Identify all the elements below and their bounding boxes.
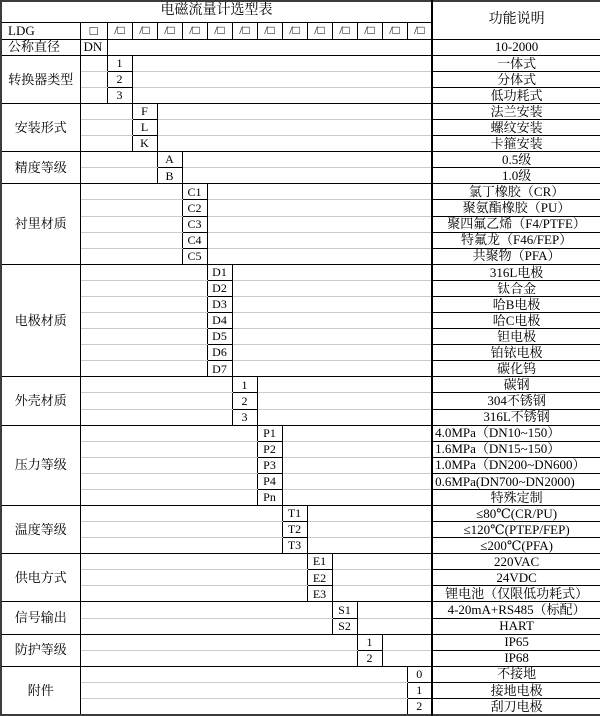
table-row: [1, 313, 600, 329]
table-row: [1, 280, 600, 296]
description-cell: 304不锈钢: [432, 393, 600, 409]
table-row: [1, 39, 600, 55]
description-cell: 220VAC: [432, 554, 600, 570]
description-cell: 钛合金: [432, 280, 600, 296]
spacer-cell: [80, 377, 232, 393]
table-row: [1, 55, 600, 71]
code-cell: 2: [107, 71, 132, 87]
table-row: [1, 200, 600, 216]
function-column-header: 功能说明: [432, 1, 600, 39]
code-cell: L: [132, 120, 157, 136]
description-cell: 1.0级: [432, 168, 600, 184]
spacer-cell: [80, 232, 182, 248]
code-box-icon: /□: [157, 22, 182, 39]
spacer-cell: [80, 457, 257, 473]
category-label: 安装形式: [1, 104, 80, 152]
description-cell: 1.0MPa（DN200~DN600）: [432, 457, 600, 473]
code-cell: A: [157, 152, 182, 168]
spacer-cell: [80, 216, 182, 232]
table-row: [1, 570, 600, 586]
table-row: [1, 87, 600, 103]
spacer-cell: [80, 136, 132, 152]
spacer-cell: [80, 634, 357, 650]
category-label: 转换器类型: [1, 55, 80, 103]
spacer-cell: [232, 313, 432, 329]
code-cell: DN: [80, 39, 107, 55]
category-label: 温度等级: [1, 505, 80, 553]
code-cell: P2: [257, 441, 282, 457]
code-box-icon: /□: [357, 22, 382, 39]
spacer-cell: [307, 505, 432, 521]
code-cell: C2: [182, 200, 207, 216]
spacer-cell: [80, 280, 207, 296]
code-box-icon: /□: [282, 22, 307, 39]
code-cell: 1: [232, 377, 257, 393]
table-row: [1, 393, 600, 409]
table-row: [1, 602, 600, 618]
table-row: [1, 168, 600, 184]
description-cell: 316L不锈钢: [432, 409, 600, 425]
code-box-icon: /□: [332, 22, 357, 39]
table-row: [1, 104, 600, 120]
description-cell: 低功耗式: [432, 87, 600, 103]
spacer-cell: [80, 55, 107, 71]
code-box-icon: /□: [182, 22, 207, 39]
spacer-cell: [80, 505, 282, 521]
code-cell: T3: [282, 538, 307, 554]
code-cell: S2: [332, 618, 357, 634]
spacer-cell: [80, 120, 132, 136]
table-row: [1, 136, 600, 152]
spacer-cell: [382, 650, 432, 666]
code-cell: C4: [182, 232, 207, 248]
spacer-cell: [232, 361, 432, 377]
description-cell: 接地电极: [432, 682, 600, 698]
spacer-cell: [332, 554, 432, 570]
code-cell: D1: [207, 264, 232, 280]
code-box-icon: /□: [257, 22, 282, 39]
spacer-cell: [80, 650, 357, 666]
code-cell: P1: [257, 425, 282, 441]
spacer-cell: [80, 473, 257, 489]
description-cell: 4.0MPa（DN10~150）: [432, 425, 600, 441]
description-cell: 0.5级: [432, 152, 600, 168]
code-cell: D5: [207, 329, 232, 345]
description-cell: 铂铱电极: [432, 345, 600, 361]
code-cell: 2: [232, 393, 257, 409]
spacer-cell: [132, 87, 432, 103]
category-label: 公称直径: [1, 39, 80, 55]
spacer-cell: [257, 377, 432, 393]
spacer-cell: [282, 489, 432, 505]
table-row: [1, 618, 600, 634]
spacer-cell: [282, 457, 432, 473]
spacer-cell: [357, 618, 432, 634]
category-label: 外壳材质: [1, 377, 80, 425]
spacer-cell: [80, 441, 257, 457]
code-cell: D6: [207, 345, 232, 361]
spacer-cell: [80, 168, 157, 184]
description-cell: 共聚物（PFA）: [432, 248, 600, 264]
spacer-cell: [80, 570, 307, 586]
code-box-icon: /□: [232, 22, 257, 39]
table-row: [1, 650, 600, 666]
description-cell: 316L电极: [432, 264, 600, 280]
description-cell: 哈C电极: [432, 313, 600, 329]
description-cell: 24VDC: [432, 570, 600, 586]
code-cell: 1: [407, 682, 432, 698]
code-cell: D7: [207, 361, 232, 377]
spacer-cell: [80, 682, 407, 698]
spacer-cell: [80, 538, 282, 554]
spacer-cell: [282, 441, 432, 457]
spacer-cell: [80, 618, 332, 634]
table-row: [1, 296, 600, 312]
spacer-cell: [232, 345, 432, 361]
table-row: [1, 216, 600, 232]
code-cell: P4: [257, 473, 282, 489]
table-row: [1, 682, 600, 698]
spacer-cell: [232, 329, 432, 345]
description-cell: ≤200℃(PFA): [432, 538, 600, 554]
model-prefix: LDG: [1, 22, 80, 39]
table-row: [1, 666, 600, 682]
spacer-cell: [80, 264, 207, 280]
code-cell: D4: [207, 313, 232, 329]
spacer-cell: [107, 39, 432, 55]
code-cell: E3: [307, 586, 332, 602]
description-cell: 一体式: [432, 55, 600, 71]
category-label: 防护等级: [1, 634, 80, 666]
description-cell: 特氟龙（F46/FEP）: [432, 232, 600, 248]
table-row: [1, 538, 600, 554]
description-cell: 锂电池（仅限低功耗式）: [432, 586, 600, 602]
spacer-cell: [80, 345, 207, 361]
code-cell: D3: [207, 296, 232, 312]
description-cell: 法兰安装: [432, 104, 600, 120]
spacer-cell: [182, 152, 432, 168]
table-row: [1, 329, 600, 345]
table-row: [1, 361, 600, 377]
code-box-icon: /□: [132, 22, 157, 39]
spacer-cell: [80, 489, 257, 505]
code-cell: K: [132, 136, 157, 152]
code-cell: P3: [257, 457, 282, 473]
category-label: 信号输出: [1, 602, 80, 634]
spacer-cell: [282, 425, 432, 441]
spacer-cell: [80, 554, 307, 570]
code-box-icon: /□: [107, 22, 132, 39]
code-cell: 2: [357, 650, 382, 666]
code-cell: 3: [107, 87, 132, 103]
description-cell: IP65: [432, 634, 600, 650]
code-cell: B: [157, 168, 182, 184]
spacer-cell: [257, 409, 432, 425]
category-label: 精度等级: [1, 152, 80, 184]
spacer-cell: [80, 361, 207, 377]
category-label: 衬里材质: [1, 184, 80, 264]
table-row: [1, 377, 600, 393]
description-cell: 刮刀电极: [432, 698, 600, 715]
code-cell: T1: [282, 505, 307, 521]
spacer-cell: [232, 280, 432, 296]
spacer-cell: [80, 393, 232, 409]
spacer-cell: [80, 248, 182, 264]
code-cell: 1: [107, 55, 132, 71]
spacer-cell: [157, 136, 432, 152]
description-cell: 碳化钨: [432, 361, 600, 377]
spacer-cell: [80, 425, 257, 441]
code-box-icon: /□: [307, 22, 332, 39]
spacer-cell: [332, 570, 432, 586]
spacer-cell: [307, 522, 432, 538]
code-cell: T2: [282, 522, 307, 538]
description-cell: 0.6MPa(DN700~DN2000): [432, 473, 600, 489]
spacer-cell: [80, 666, 407, 682]
spacer-cell: [207, 184, 432, 200]
code-cell: 3: [232, 409, 257, 425]
spacer-cell: [307, 538, 432, 554]
spacer-cell: [207, 232, 432, 248]
spacer-cell: [257, 393, 432, 409]
spacer-cell: [332, 586, 432, 602]
code-cell: 1: [357, 634, 382, 650]
description-cell: 碳钢: [432, 377, 600, 393]
description-cell: 1.6MPa（DN15~150）: [432, 441, 600, 457]
code-box-icon: /□: [407, 22, 432, 39]
code-cell: C1: [182, 184, 207, 200]
table-row: [1, 120, 600, 136]
code-cell: 0: [407, 666, 432, 682]
spacer-cell: [80, 329, 207, 345]
code-cell: S1: [332, 602, 357, 618]
spacer-cell: [80, 586, 307, 602]
table-row: [1, 264, 600, 280]
table-row: [1, 345, 600, 361]
description-cell: 4-20mA+RS485（标配）: [432, 602, 600, 618]
table-row: [1, 232, 600, 248]
spacer-cell: [80, 602, 332, 618]
spacer-cell: [282, 473, 432, 489]
category-label: 压力等级: [1, 425, 80, 505]
spacer-cell: [80, 522, 282, 538]
table-row: [1, 473, 600, 489]
description-cell: 不接地: [432, 666, 600, 682]
description-cell: IP68: [432, 650, 600, 666]
code-box-icon: /□: [382, 22, 407, 39]
code-cell: C5: [182, 248, 207, 264]
description-cell: 特殊定制: [432, 489, 600, 505]
spacer-cell: [157, 104, 432, 120]
table-row: [1, 698, 600, 715]
code-cell: E1: [307, 554, 332, 570]
category-label: 供电方式: [1, 554, 80, 602]
table-row: [1, 554, 600, 570]
spacer-cell: [207, 200, 432, 216]
table-row: [1, 505, 600, 521]
spacer-cell: [207, 248, 432, 264]
description-cell: 钽电极: [432, 329, 600, 345]
code-box-icon: /□: [207, 22, 232, 39]
spacer-cell: [80, 87, 107, 103]
category-label: 附件: [1, 666, 80, 715]
spacer-cell: [80, 184, 182, 200]
description-cell: 聚四氟乙烯（F4/PTFE）: [432, 216, 600, 232]
table-title: 电磁流量计选型表: [1, 1, 432, 22]
description-cell: 聚氨酯橡胶（PU）: [432, 200, 600, 216]
spacer-cell: [80, 152, 157, 168]
spacer-cell: [80, 313, 207, 329]
table-row: [1, 489, 600, 505]
code-cell: D2: [207, 280, 232, 296]
spacer-cell: [80, 409, 232, 425]
description-cell: ≤80℃(CR/PU): [432, 505, 600, 521]
description-cell: 卡箍安装: [432, 136, 600, 152]
code-cell: E2: [307, 570, 332, 586]
code-cell: Pn: [257, 489, 282, 505]
description-cell: 分体式: [432, 71, 600, 87]
table-row: [1, 1, 600, 22]
code-cell: F: [132, 104, 157, 120]
spacer-cell: [80, 200, 182, 216]
description-cell: HART: [432, 618, 600, 634]
table-row: [1, 522, 600, 538]
description-cell: ≤120℃(PTEP/FEP): [432, 522, 600, 538]
spacer-cell: [382, 634, 432, 650]
spacer-cell: [132, 55, 432, 71]
spacer-cell: [80, 296, 207, 312]
spacer-cell: [80, 104, 132, 120]
base-code-box-icon: □: [80, 22, 107, 39]
spacer-cell: [232, 296, 432, 312]
spacer-cell: [232, 264, 432, 280]
table-row: [1, 441, 600, 457]
description-cell: 哈B电极: [432, 296, 600, 312]
spacer-cell: [157, 120, 432, 136]
code-cell: C3: [182, 216, 207, 232]
spacer-cell: [357, 602, 432, 618]
category-label: 电极材质: [1, 264, 80, 377]
table-row: [1, 586, 600, 602]
spacer-cell: [132, 71, 432, 87]
table-row: [1, 248, 600, 264]
spacer-cell: [80, 698, 407, 715]
spacer-cell: [207, 216, 432, 232]
table-row: [1, 457, 600, 473]
description-cell: 氯丁橡胶（CR）: [432, 184, 600, 200]
table-row: [1, 152, 600, 168]
table-row: [1, 184, 600, 200]
spacer-cell: [80, 71, 107, 87]
table-row: [1, 71, 600, 87]
table-row: [1, 634, 600, 650]
description-cell: 10-2000: [432, 39, 600, 55]
code-cell: 2: [407, 698, 432, 715]
table-row: [1, 409, 600, 425]
table-row: [1, 425, 600, 441]
description-cell: 螺纹安装: [432, 120, 600, 136]
spacer-cell: [182, 168, 432, 184]
